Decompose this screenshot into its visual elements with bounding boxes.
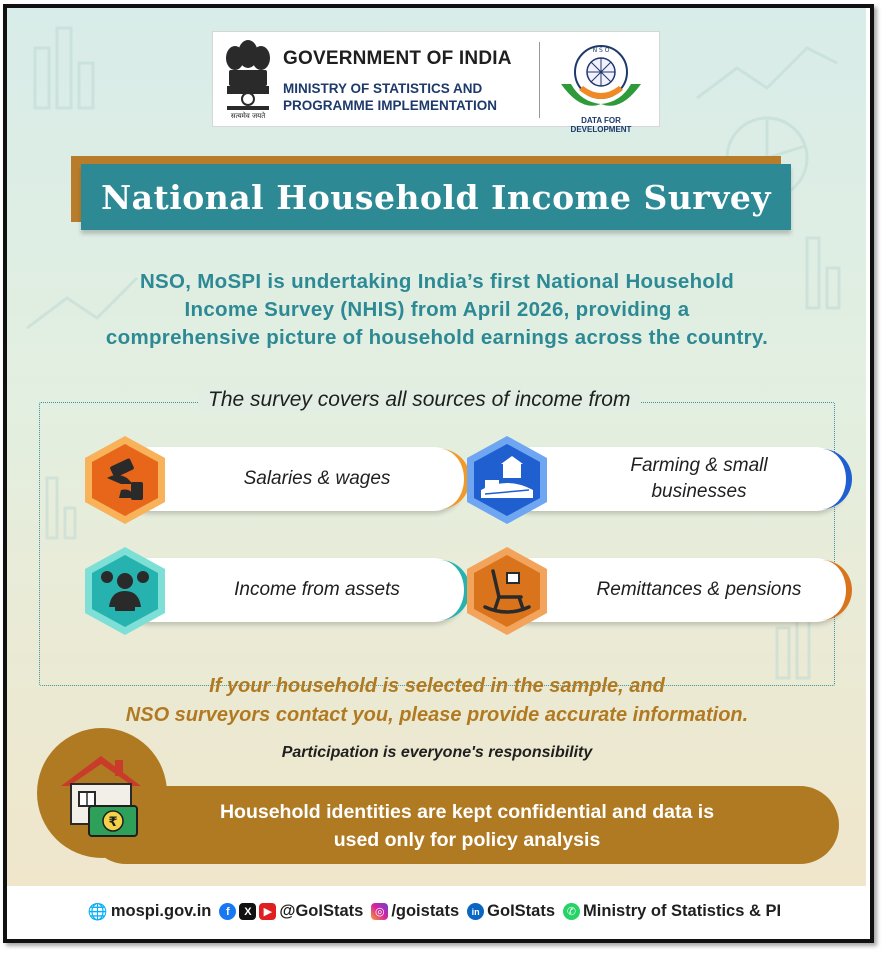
source-card-salaries (77, 442, 477, 516)
whatsapp-link[interactable]: ✆ Ministry of Statistics & PI (563, 902, 781, 921)
government-logo-header (212, 31, 660, 134)
source-label: Income from assets (234, 579, 400, 600)
svg-text:₹: ₹ (108, 815, 118, 830)
source-card-farming (459, 442, 859, 516)
source-card-remittances (459, 553, 859, 627)
intro-text: NSO, MoSPI is undertaking India’s first National Household Income Survey (NHIS) from April 2026, providing a comprehensive picture of household earnings across the country. (105, 270, 769, 349)
cash-hand-icon (77, 432, 173, 528)
farm-tractor-icon (459, 432, 555, 528)
source-label: Remittances & pensions (596, 579, 802, 600)
linkedin-icon: in (467, 903, 484, 920)
facebook-icon: f (219, 903, 236, 920)
x-icon: X (239, 903, 256, 920)
government-title: GOVERNMENT OF INDIA (283, 48, 512, 69)
source-card-assets (77, 553, 477, 627)
participation-text: Participation is everyone's responsibility (281, 744, 593, 761)
ministry-name: MINISTRY OF STATISTICS AND PROGRAMME IMPLEMENTATION (283, 81, 497, 113)
assets-person-icon (77, 543, 173, 639)
covers-heading: The survey covers all sources of income from (198, 388, 640, 412)
national-emblem-icon (219, 36, 277, 122)
instagram-icon: ◎ (371, 903, 388, 920)
source-label: Farming & small businesses (630, 455, 768, 502)
call-to-action: If your household is selected in the sample, and NSO surveyors contact you, please provide accurate information. (125, 675, 749, 726)
dfd-ring-letters: N S O (592, 47, 610, 54)
logo-divider (539, 42, 540, 118)
rocking-chair-icon (459, 543, 555, 639)
confidentiality-text: Household identities are kept confidential and data is used only for policy analysis (219, 801, 715, 851)
emblem-motto: सत्यमेव जयते (230, 112, 266, 120)
poster (7, 8, 866, 886)
website-link[interactable]: 🌐 mospi.gov.in (87, 902, 212, 921)
social-footer (7, 886, 866, 937)
source-label: Salaries & wages (243, 468, 391, 489)
social-handle-x[interactable]: f X ▶ @GoIStats (219, 902, 363, 921)
linkedin-link[interactable]: in GoIStats (467, 902, 555, 921)
data-for-development-logo-icon (551, 42, 651, 112)
house-rupee-icon (53, 746, 149, 842)
instagram-link[interactable]: ◎ /goistats (371, 902, 459, 921)
dfd-tagline: DATA FOR DEVELOPMENT (570, 116, 632, 134)
youtube-icon: ▶ (259, 903, 276, 920)
globe-icon: 🌐 (87, 903, 108, 921)
title-banner (81, 164, 791, 230)
whatsapp-icon: ✆ (563, 903, 580, 920)
page-title: National Household Income Survey (100, 177, 772, 217)
